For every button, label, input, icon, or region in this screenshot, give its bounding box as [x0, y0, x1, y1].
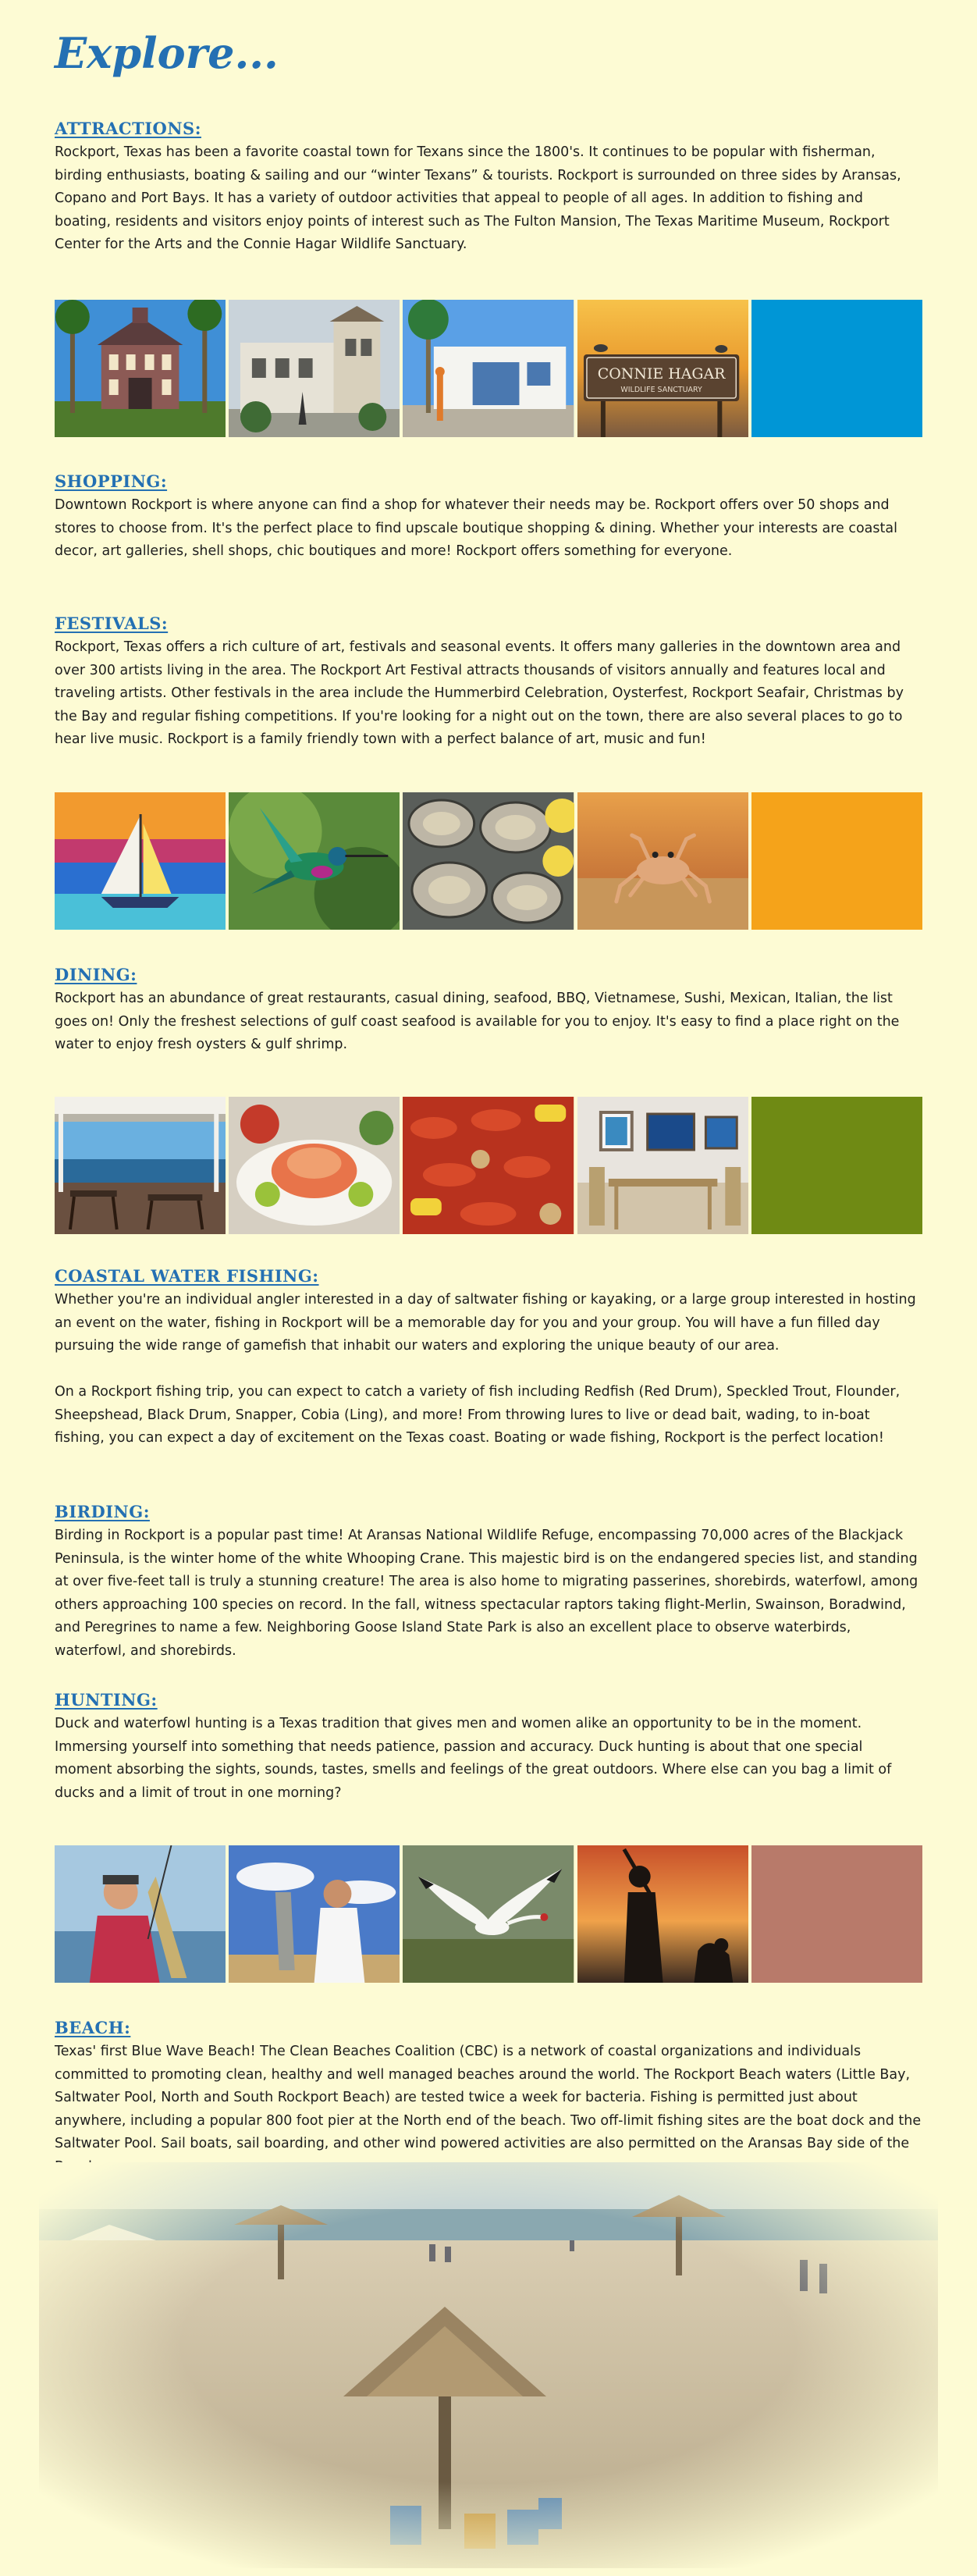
sign-line-1: CONNIE HAGAR	[597, 365, 726, 383]
photo-dining-room	[577, 1097, 748, 1234]
photo-oysters	[403, 792, 574, 930]
section-dining	[55, 965, 922, 1057]
photo-waterfront-patio	[55, 1097, 226, 1234]
accent-tile-hunting	[751, 1845, 922, 1983]
section-body-dining: Rockport has an abundance of great restaurants, casual dining, seafood, BBQ, Vietnamese, Sushi, Mexican, Italian, the list goes on! Only the freshest selections of gulf coast seafood is available for you to enjoy. It's easy to find a place right on the water to enjoy fresh oysters & gulf shrimp.	[55, 991, 900, 1052]
section-birding	[55, 1502, 922, 1663]
photo-maritime-museum	[229, 300, 400, 437]
section-heading-shopping: SHOPPING:	[55, 471, 168, 491]
section-fishing	[55, 1266, 922, 1450]
section-hunting	[55, 1690, 922, 1805]
photo-beach-palapas	[39, 2162, 938, 2568]
photo-duck-hunter-silhouette	[577, 1845, 748, 1983]
section-attractions	[55, 119, 922, 257]
section-beach	[55, 2018, 922, 2179]
section-festivals	[55, 614, 922, 752]
photo-fisherman-holding-catch	[229, 1845, 400, 1983]
section-heading-birding: BIRDING:	[55, 1502, 150, 1521]
page-title: Explore...	[55, 28, 279, 78]
section-body-fishing-2: On a Rockport fishing trip, you can expect to catch a variety of fish including Redfish (Red Drum), Speckled Trout, Flounder, Sheepshead, Black Drum, Snapper, Cobia (Ling), and more! From throwing lures to live or dead bait, wading, to in-boat fishing, you can expect a day of excitement on the Texas coast. Boating or wade fishing, Rockport is the perfect location!	[55, 1384, 901, 1446]
photo-crab-sunset	[577, 792, 748, 930]
gallery-festivals	[55, 792, 922, 930]
section-shopping	[55, 471, 922, 564]
sign-line-2: WILDLIFE SANCTUARY	[620, 385, 702, 395]
photo-angler-with-fish	[55, 1845, 226, 1983]
photo-sailboat-painting	[55, 792, 226, 930]
photo-fulton-mansion	[55, 300, 226, 437]
accent-tile-dining	[751, 1097, 922, 1234]
section-body-beach: Texas' first Blue Wave Beach! The Clean Beaches Coalition (CBC) is a network of coastal organizations and individuals committed to promoting clean, healthy and well managed beaches around the world. The Rockport Beach waters (Little Bay, Saltwater Pool, North and South Rockport Beach) are tested twice a week for bacteria. Fishing is permitted just about anywhere, including a popular 800 foot pier at the North end of the beach. Two off-limit fishing sites are the boat dock and the Saltwater Pool. Sail boats, sail boarding, and other wind powered activities are also permitted on the Aransas Bay side of the	[55, 2044, 922, 2151]
section-body-hunting: Duck and waterfowl hunting is a Texas tradition that gives men and women alike an opportunity to be in the moment. Immersing yourself into something that needs patience, passion and accuracy. Duck hunting is about that one special moment absorbing the sights, sounds, tastes, smells and feelings of the great outdoors. Where else can you bag a limit of ducks and a limit of trout in one morning?	[55, 1716, 892, 1801]
section-heading-dining: DINING:	[55, 965, 137, 984]
section-body-attractions: Rockport, Texas has been a favorite coastal town for Texans since the 1800's. It continues to be popular with fisherman, birding enthusiasts, boating & sailing and our “winter Texans” & tourists. Rockport is surrounded on three sides by Aransas, Copano and Port Bays. It has a variety of outdoor activities that appeal to people of all ages. In addition to fishing and boating, residents and visitors enjoy points of interest such as The Fulton Mansion, The Texas Maritime Museum, Rockport Center for the Arts and the Connie Hagar Wildlife Sanctuary.	[55, 144, 901, 252]
accent-tile-festivals	[751, 792, 922, 930]
section-body-shopping: Downtown Rockport is where anyone can find a shop for whatever their needs may be. Rockport offers over 50 shops and stores to choose from. It's the perfect place to find upscale boutique shopping & dining. Whether your interests are coastal decor, art galleries, shell shops, chic boutiques and more! Rockport offers something for everyone.	[55, 497, 897, 559]
photo-hummingbird	[229, 792, 400, 930]
gallery-dining	[55, 1097, 922, 1234]
photo-art-center	[403, 300, 574, 437]
section-heading-festivals: FESTIVALS:	[55, 614, 169, 633]
section-heading-attractions: ATTRACTIONS:	[55, 119, 201, 138]
photo-whooping-crane	[403, 1845, 574, 1983]
photo-seafood-salad	[229, 1097, 400, 1234]
section-body-birding: Birding in Rockport is a popular past time! At Aransas National Wildlife Refuge, encompassing 70,000 acres of the Blackjack Peninsula, is the winter home of the white Whooping Crane. This majestic bird is on the endangered species list, and standing at over five-feet tall is truly a stunning creature! The area is also home to migrating passerines, shorebirds, waterfowl, among others approaching 100 species on record. In the fall, witness spectacular raptors taking flight-Merlin, Swainson, Boradwind, and Peregrines to name a few. Neighboring Goose Island State Park is also an excellent place to observe waterbirds, waterfowl, and shorebirds.	[55, 1528, 918, 1659]
section-heading-beach: BEACH:	[55, 2018, 131, 2037]
section-heading-fishing: COASTAL WATER FISHING:	[55, 1266, 319, 1286]
gallery-attractions	[55, 300, 922, 437]
section-body-festivals: Rockport, Texas offers a rich culture of art, festivals and seasonal events. It offers many galleries in the downtown area and over 300 artists living in the area. The Rockport Art Festival attracts thousands of visitors annually and features local and traveling artists. Other festivals in the area include the Hummerbird Celebration, Oysterfest, Rockport Seafair, Christmas by the Bay and regular fishing competitions. If you're looking for a night out on the town, there are also several places to go to hear live music. Rockport is a family friendly town with a perfect balance of art, music and fun!	[55, 639, 904, 747]
section-heading-hunting: HUNTING:	[55, 1690, 158, 1710]
photo-connie-hagar-sign	[577, 300, 748, 437]
gallery-hunting	[55, 1845, 922, 1983]
section-body-fishing-1: Whether you're an individual angler interested in a day of saltwater fishing or kayaking, or a large group interested in hosting an event on the water, fishing in Rockport will be a memorable day for you and your group. You will have a fun filled day pursuing the wide range of gamefish that inhabit our waters and exploring the unique beauty of our area.	[55, 1292, 916, 1354]
accent-tile-attractions	[751, 300, 922, 437]
photo-crawfish-boil	[403, 1097, 574, 1234]
